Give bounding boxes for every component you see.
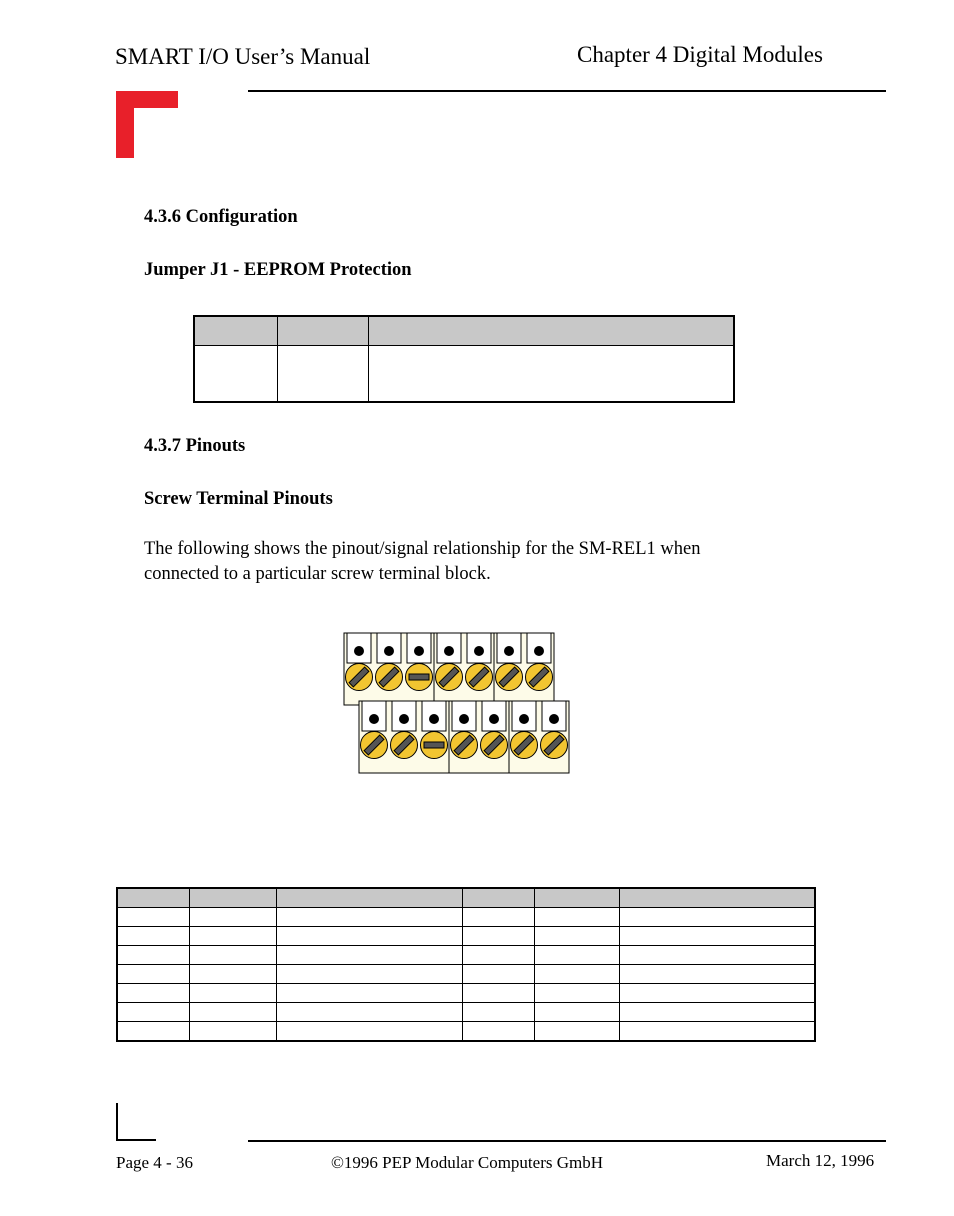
pin-hole-icon	[474, 646, 484, 656]
copyright: ©1996 PEP Modular Computers GmbH	[331, 1153, 604, 1172]
red-corner-mark	[116, 91, 178, 158]
table-cell	[620, 965, 816, 984]
table-cell	[620, 1003, 816, 1022]
table-cell	[190, 1003, 277, 1022]
table-cell	[463, 908, 535, 927]
table-cell	[463, 1003, 535, 1022]
table-cell	[535, 1003, 620, 1022]
table-cell	[117, 908, 190, 927]
intro-line-2: connected to a particular screw terminal block.	[144, 564, 491, 584]
page-number: Page 4 - 36	[116, 1153, 193, 1172]
pin-hole-icon	[399, 714, 409, 724]
table-cell	[190, 1022, 277, 1042]
footer-corner-mark	[116, 1103, 118, 1141]
pinout-table-row	[117, 965, 815, 984]
terminal-block-upper	[344, 633, 554, 705]
table-cell	[463, 1022, 535, 1042]
table-cell	[117, 888, 190, 908]
table-cell	[369, 316, 735, 346]
screw-terminal-heading: Screw Terminal Pinouts	[144, 489, 333, 509]
jumper-table-header	[194, 316, 734, 346]
screw-slot-icon	[424, 742, 444, 748]
table-cell	[194, 346, 278, 403]
header-rule	[248, 90, 886, 92]
pinout-table-row	[117, 908, 815, 927]
jumper-table-row	[194, 346, 734, 403]
jumper-table	[193, 315, 735, 403]
table-cell	[117, 1003, 190, 1022]
screw-slot-icon	[409, 674, 429, 680]
table-cell	[463, 888, 535, 908]
pin-hole-icon	[354, 646, 364, 656]
intro-paragraph	[144, 537, 844, 587]
configuration-heading: 4.3.6 Configuration	[144, 207, 298, 227]
table-cell	[620, 908, 816, 927]
table-cell	[117, 965, 190, 984]
table-cell	[277, 888, 463, 908]
pin-hole-icon	[459, 714, 469, 724]
pinout-table-row	[117, 984, 815, 1003]
terminal-block-lower	[359, 701, 569, 773]
pinout-table-row	[117, 946, 815, 965]
manual-title: SMART I/O User’s Manual	[115, 44, 371, 69]
table-cell	[277, 984, 463, 1003]
pinout-table-row	[117, 927, 815, 946]
table-cell	[277, 946, 463, 965]
pinout-table-row	[117, 1003, 815, 1022]
pinout-table	[116, 887, 816, 1042]
table-cell	[535, 888, 620, 908]
screw-terminal-diagram	[340, 628, 576, 774]
pinouts-heading: 4.3.7 Pinouts	[144, 436, 246, 456]
table-cell	[463, 946, 535, 965]
table-cell	[277, 908, 463, 927]
table-cell	[277, 1022, 463, 1042]
table-cell	[535, 965, 620, 984]
table-cell	[535, 946, 620, 965]
jumper-heading: Jumper J1 - EEPROM Protection	[144, 260, 412, 280]
table-cell	[620, 888, 816, 908]
table-cell	[463, 965, 535, 984]
footer-corner-mark-base	[116, 1139, 156, 1141]
table-cell	[620, 984, 816, 1003]
pin-hole-icon	[534, 646, 544, 656]
table-cell	[535, 908, 620, 927]
table-cell	[190, 888, 277, 908]
pin-hole-icon	[549, 714, 559, 724]
table-cell	[117, 927, 190, 946]
table-cell	[463, 927, 535, 946]
pin-hole-icon	[384, 646, 394, 656]
table-cell	[194, 316, 278, 346]
pin-hole-icon	[414, 646, 424, 656]
table-cell	[117, 984, 190, 1003]
intro-line-1: The following shows the pinout/signal relationship for the SM-REL1 when	[144, 539, 701, 559]
table-cell	[278, 346, 369, 403]
table-cell	[278, 316, 369, 346]
table-cell	[277, 965, 463, 984]
pin-hole-icon	[444, 646, 454, 656]
table-cell	[190, 927, 277, 946]
table-cell	[369, 346, 735, 403]
pin-hole-icon	[429, 714, 439, 724]
table-cell	[620, 927, 816, 946]
table-cell	[190, 984, 277, 1003]
publish-date: March 12, 1996	[766, 1151, 875, 1170]
pinout-table-header	[117, 888, 815, 908]
chapter-title: Chapter 4 Digital Modules	[577, 42, 823, 67]
table-cell	[535, 1022, 620, 1042]
table-cell	[277, 927, 463, 946]
pin-hole-icon	[369, 714, 379, 724]
table-cell	[620, 1022, 816, 1042]
table-cell	[117, 1022, 190, 1042]
pin-hole-icon	[489, 714, 499, 724]
footer-rule	[248, 1140, 886, 1142]
table-cell	[190, 946, 277, 965]
pin-hole-icon	[519, 714, 529, 724]
pinout-table-row	[117, 1022, 815, 1042]
pin-hole-icon	[504, 646, 514, 656]
table-cell	[117, 946, 190, 965]
table-cell	[535, 984, 620, 1003]
table-cell	[190, 965, 277, 984]
table-cell	[535, 927, 620, 946]
table-cell	[190, 908, 277, 927]
table-cell	[277, 1003, 463, 1022]
table-cell	[463, 984, 535, 1003]
table-cell	[620, 946, 816, 965]
